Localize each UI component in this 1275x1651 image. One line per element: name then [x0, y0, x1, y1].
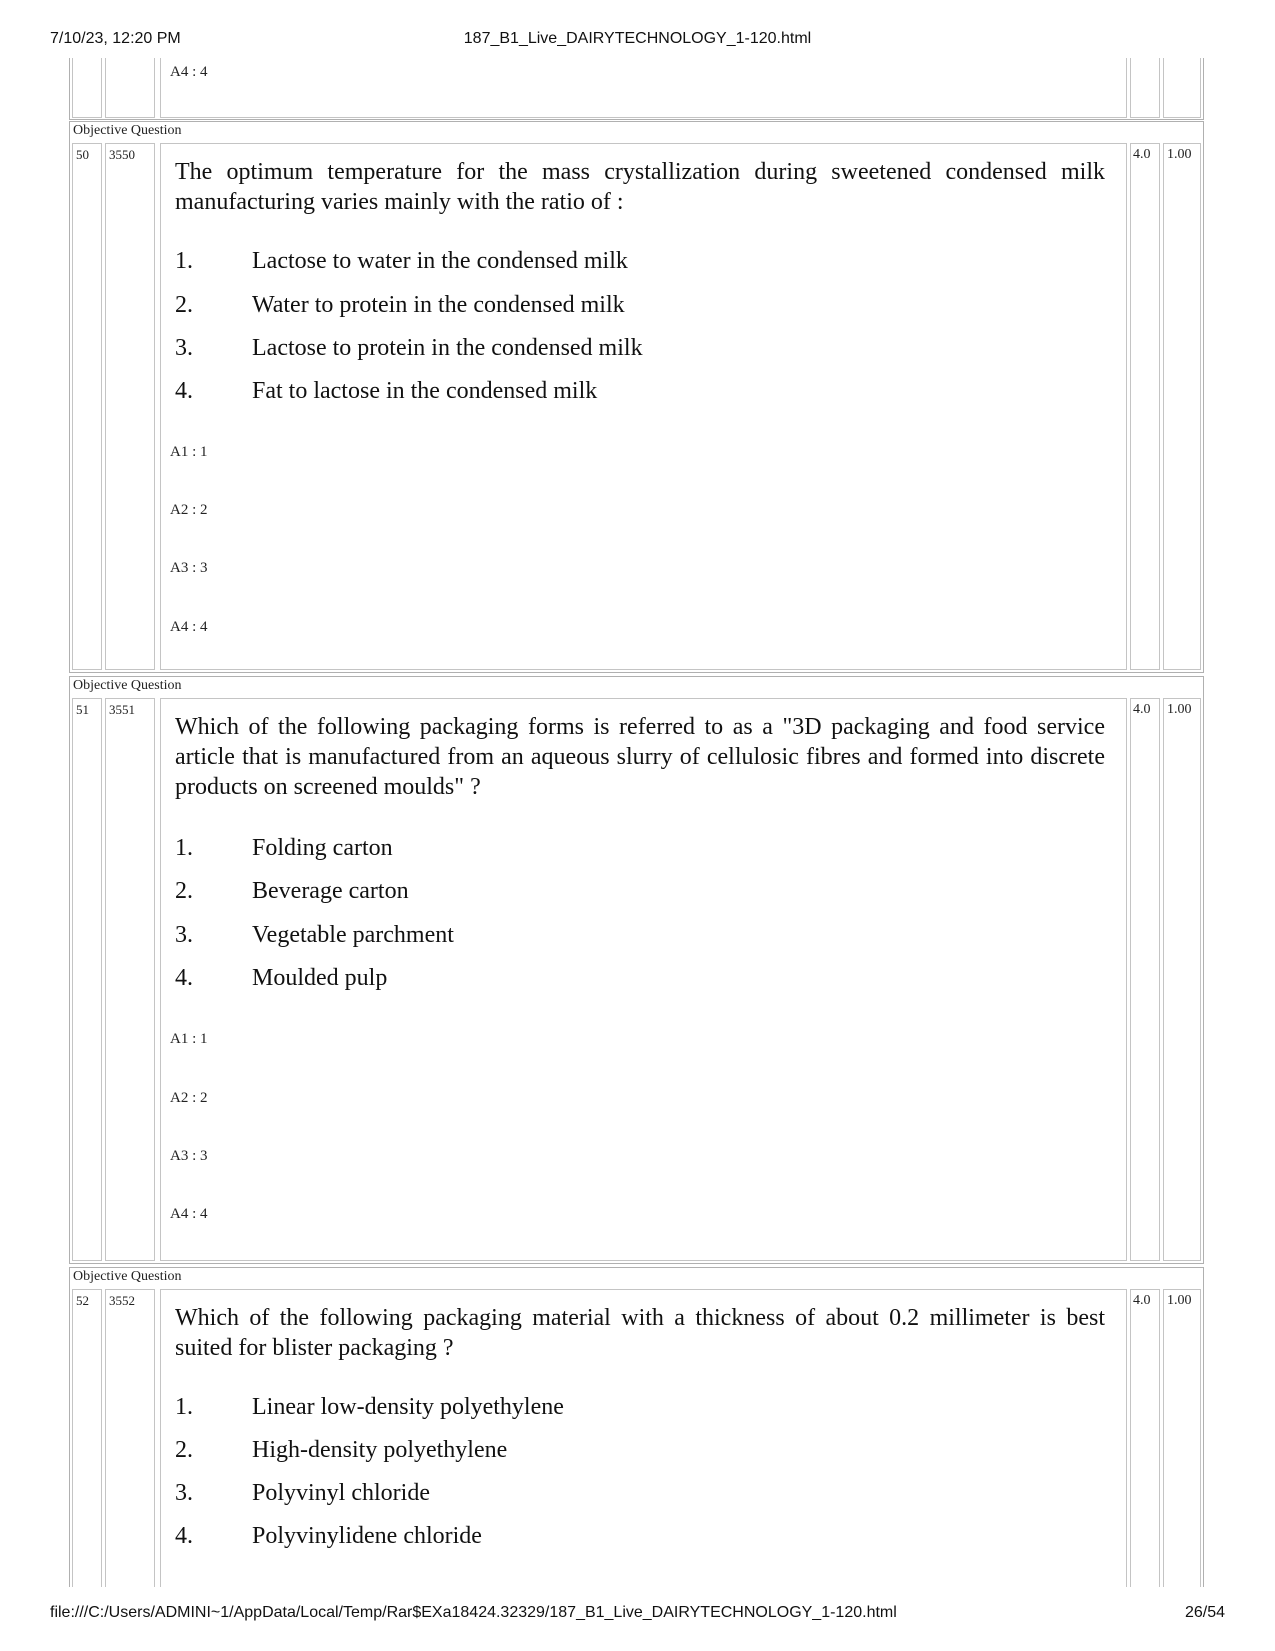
question-type-label: Objective Question: [73, 123, 182, 138]
question-serial: 50: [76, 147, 89, 162]
option-text: Linear low-density polyethylene: [252, 1394, 564, 1420]
option-number: 1.: [175, 1394, 193, 1420]
option-text: Moulded pulp: [252, 965, 388, 991]
option-text: Beverage carton: [252, 878, 409, 904]
page-number: 26/54: [1184, 1604, 1225, 1621]
answer-label: A4 : 4: [170, 619, 208, 635]
question-id: 3552: [109, 1293, 135, 1308]
question-marks: 4.0: [1133, 702, 1151, 717]
print-datetime: 7/10/23, 12:20 PM: [50, 30, 181, 47]
question-serial: 52: [76, 1293, 89, 1308]
answer-label: A1 : 1: [170, 444, 208, 460]
option-text: Water to protein in the condensed milk: [252, 292, 625, 318]
print-file-path: file:///C:/Users/ADMINI~1/AppData/Local/Temp/Rar$EXa18424.32329/187_B1_Live_DAIRYTECHNOLOGY_1-120.html: [50, 1604, 897, 1621]
option-number: 4.: [175, 378, 193, 404]
marks-cell: [1130, 698, 1160, 1261]
question-id: 3550: [109, 147, 135, 162]
print-document-title: 187_B1_Live_DAIRYTECHNOLOGY_1-120.html: [463, 30, 812, 47]
option-number: 1.: [175, 248, 193, 274]
sr-cell: [72, 143, 102, 670]
answer-label: A3 : 3: [170, 560, 208, 576]
option-text: Polyvinylidene chloride: [252, 1523, 482, 1549]
question-marks: 4.0: [1133, 147, 1151, 162]
question-text: The optimum temperature for the mass crystallization during sweetened condensed milk manufacturing varies mainly with the ratio of :: [175, 159, 1105, 215]
answer-label: A3 : 3: [170, 1148, 208, 1164]
question-content-cell: [160, 143, 1127, 670]
answer-label: A4 : 4: [170, 1206, 208, 1222]
answer-label: A1 : 1: [170, 1031, 208, 1047]
answer-label: A4 : 4: [170, 64, 208, 80]
negative-marks-cell: [1163, 143, 1201, 670]
option-number: 2.: [175, 292, 193, 318]
option-number: 1.: [175, 835, 193, 861]
qid-cell: [105, 698, 155, 1261]
option-text: Vegetable parchment: [252, 922, 454, 948]
question-serial: 51: [76, 702, 89, 717]
answer-label: A2 : 2: [170, 1090, 208, 1106]
qid-cell: [105, 143, 155, 670]
option-text: Polyvinyl chloride: [252, 1480, 430, 1506]
marks-cell: [1130, 143, 1160, 670]
fragment-negative-cell: [1163, 58, 1201, 118]
sr-cell: [72, 1289, 102, 1587]
option-number: 2.: [175, 1437, 193, 1463]
option-text: Lactose to water in the condensed milk: [252, 248, 628, 274]
option-number: 3.: [175, 922, 193, 948]
answer-label: A2 : 2: [170, 502, 208, 518]
sr-cell: [72, 698, 102, 1261]
question-negative-marks: 1.00: [1167, 702, 1192, 717]
option-number: 4.: [175, 1523, 193, 1549]
fragment-sr-cell: [72, 58, 102, 118]
question-text: Which of the following packaging material with a thickness of about 0.2 millimeter is best suited for blister packaging ?: [175, 1305, 1105, 1361]
negative-marks-cell: [1163, 1289, 1201, 1587]
option-number: 2.: [175, 878, 193, 904]
question-text: Which of the following packaging forms is referred to as a "3D packaging and food service article that is manufactured from an aqueous slurry of cellulosic fibres and formed into discrete products on screened moulds" ?: [175, 714, 1105, 800]
fragment-marks-cell: [1130, 58, 1160, 118]
question-id: 3551: [109, 702, 135, 717]
option-text: High-density polyethylene: [252, 1437, 508, 1463]
option-number: 3.: [175, 1480, 193, 1506]
marks-cell: [1130, 1289, 1160, 1587]
fragment-content-cell: [160, 58, 1127, 118]
fragment-qid-cell: [105, 58, 155, 118]
qid-cell: [105, 1289, 155, 1587]
option-number: 3.: [175, 335, 193, 361]
question-negative-marks: 1.00: [1167, 147, 1192, 162]
option-text: Lactose to protein in the condensed milk: [252, 335, 643, 361]
question-marks: 4.0: [1133, 1293, 1151, 1308]
option-number: 4.: [175, 965, 193, 991]
question-type-label: Objective Question: [73, 678, 182, 693]
option-text: Folding carton: [252, 835, 393, 861]
question-type-label: Objective Question: [73, 1269, 182, 1284]
negative-marks-cell: [1163, 698, 1201, 1261]
question-negative-marks: 1.00: [1167, 1293, 1192, 1308]
option-text: Fat to lactose in the condensed milk: [252, 378, 598, 404]
